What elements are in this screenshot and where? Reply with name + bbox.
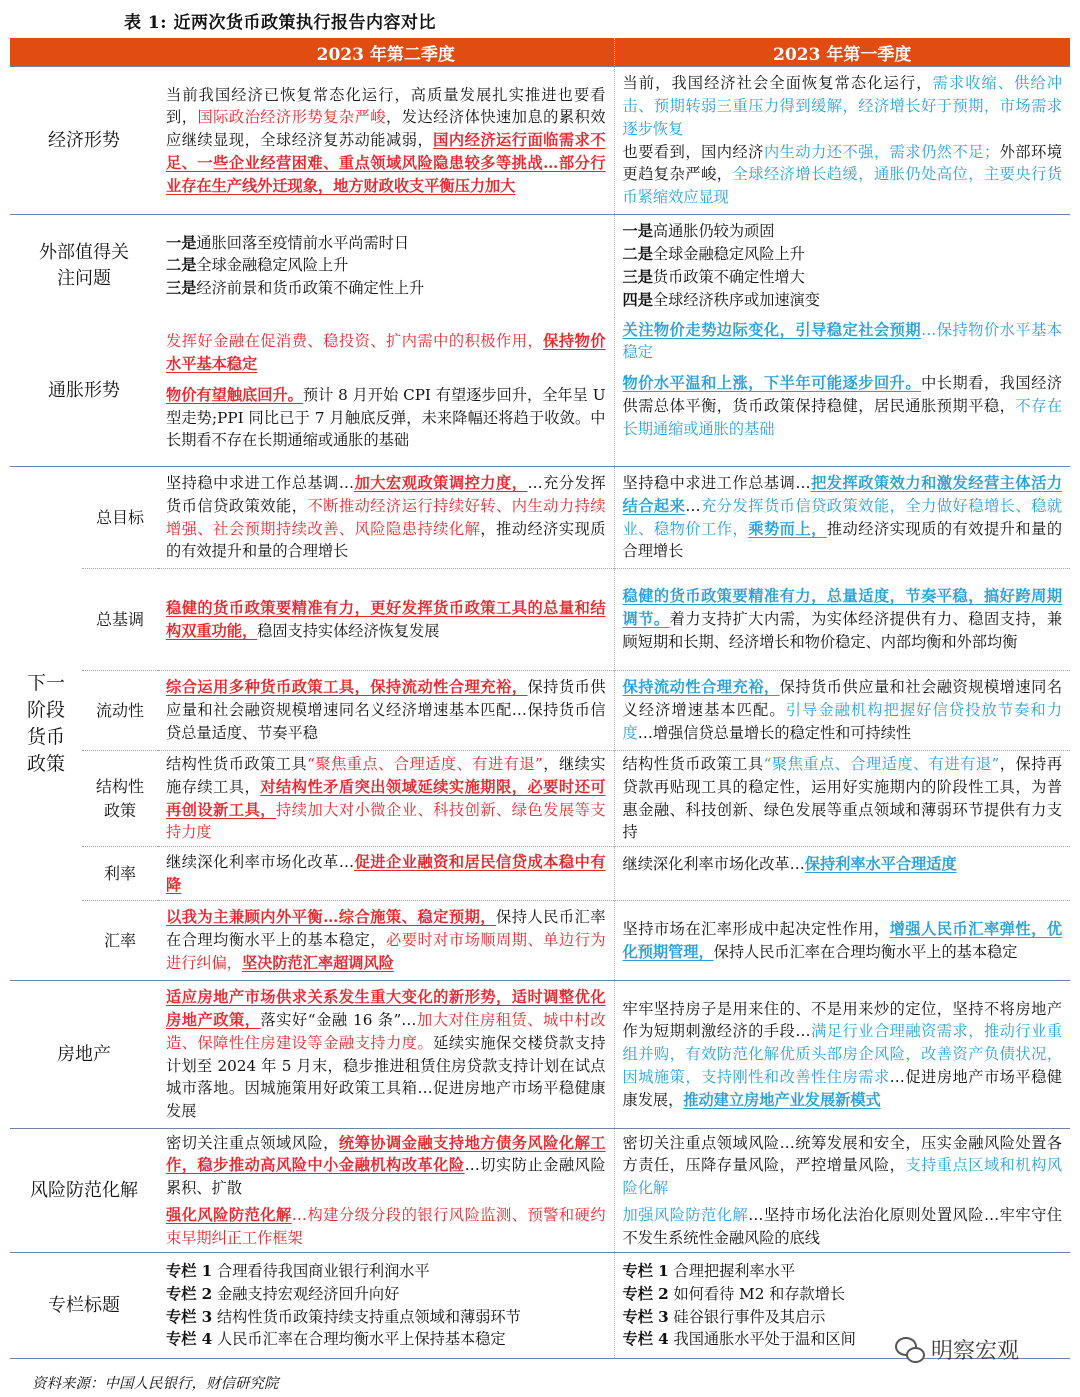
text-segment: 继续深化利率市场化改革…	[166, 852, 355, 871]
list-item-text: 通胀回落至疫情前水平尚需时日	[196, 233, 409, 252]
list-item	[623, 243, 1063, 266]
list-item-text: 金融支持宏观经济回升向好	[212, 1284, 400, 1303]
text-segment: 乘势而上，	[748, 519, 827, 538]
list-item	[166, 1306, 606, 1329]
comparison-table	[10, 38, 1070, 1359]
text-segment: 落实好“金融 16 条”…	[260, 1011, 417, 1030]
list-item	[166, 1328, 606, 1351]
row-policy-liquidity	[10, 671, 1070, 751]
q2-liquidity	[158, 671, 614, 751]
text-segment: 加强风险防范化解	[622, 1206, 749, 1225]
text-segment: 保持货币供应量和社会融资规模增速同名义经济增速基本匹配。	[622, 678, 1063, 720]
list-item	[166, 277, 606, 300]
label-external	[10, 215, 158, 317]
list-item-text: 全球金融稳定风险上升	[652, 244, 805, 263]
q2-inflation	[158, 317, 614, 467]
q1-inflation-p1	[623, 319, 1063, 365]
source-note: 资料来源：中国人民银行，财信研究院	[32, 1376, 279, 1392]
text-segment: …促进房地产市场平稳健康发展，	[622, 1068, 1063, 1109]
list-item-key: 三是	[622, 267, 653, 286]
label-economy: 经济形势	[10, 67, 158, 215]
list-item	[166, 1260, 606, 1283]
text-segment: …保持物价水平基本稳定	[622, 320, 1063, 362]
table-title: 表 1: 近两次货币政策执行报告内容对比	[124, 13, 436, 33]
text-segment: 推动建立房地产业发展新模式	[683, 1090, 881, 1109]
text-segment: 不存在长期通缩或通胀的基础	[622, 396, 1063, 438]
header-q1: 2023 年第一季度	[614, 38, 1070, 67]
q1-risk-p1	[623, 1132, 1063, 1200]
text-segment: …构建分级分段的银行风险监测、预警和硬约束早期纠正工作框架	[166, 1206, 606, 1247]
q2-inflation-p1	[166, 330, 606, 376]
label-inflation: 通胀形势	[48, 380, 120, 402]
text-segment: 保持货币供应量和社会融资规模增速同名义经济增速基本匹配…保持货币信贷总量适度、节奏平稳	[166, 678, 606, 742]
text-segment: 综合运用多种货币政策工具，保持流动性合理充裕，	[166, 678, 528, 697]
text-segment: 延续实施保交楼贷款支持计划至 2024 年 5 月末，稳步推进租赁住房贷款支持计划在试点城市落地。因城施策用好政策工具箱…促进房地产市场平稳健康发展	[166, 1033, 606, 1121]
text-segment: 加大宏观政策调控力度，	[354, 473, 528, 492]
list-item-key: 四是	[622, 290, 653, 309]
label-policy-group-text: 下一阶段货币政策	[26, 671, 65, 775]
text-segment: 促进企业融资和居民信贷成本稳中有降	[166, 852, 606, 894]
text-segment: ，发达经济体快速加息的累积效应继续显现，全球经济复苏动能减弱，	[166, 108, 606, 150]
text-segment: 引导金融机构把握好信贷投放节奏和力度	[622, 701, 1063, 742]
list-item-key: 二是	[166, 256, 197, 275]
q1-liquidity	[614, 671, 1070, 751]
text-segment: 坚持市场在汇率形成中起决定性作用，	[622, 919, 890, 938]
row-external	[10, 215, 1070, 317]
list-item-text: 结构性货币政策持续支持重点领域和薄弱环节	[212, 1307, 521, 1326]
list-item-key: 一是	[622, 222, 653, 241]
text-segment: 满足行业合理融资需求，推动行业重组并购，有效防范化解优质头部房企风险，改善资产负债状况，因城施策，支持刚性和改善性住房需求	[622, 1022, 1063, 1087]
q1-tone	[614, 569, 1070, 671]
q1-inflation-p2	[623, 372, 1063, 440]
label-liquidity: 流动性	[82, 671, 158, 751]
text-segment: 物价有望触底回升。	[166, 385, 303, 404]
q2-rate	[158, 847, 614, 901]
row-inflation	[10, 317, 1070, 467]
text-segment: 稳固支持实体经济恢复发展	[257, 621, 440, 640]
text-segment: 结构性货币政策工具	[622, 755, 764, 773]
list-item-text: 如何看待 M2 和存款增长	[668, 1284, 846, 1303]
list-item-text: 合理把握利率水平	[668, 1262, 796, 1281]
q1-external	[614, 215, 1070, 317]
text-segment: ，保持再贷款再贴现工具的稳定性，运用好实施期内的阶段性工具，为普惠金融、科技创新、绿色发展等重点领域和薄弱环节提供有力支持	[622, 755, 1063, 842]
list-item-text: 硅谷银行事件及其启示	[668, 1307, 826, 1326]
q2-inflation-p2	[166, 384, 606, 452]
text-segment: 持续加大对小微企业、科技创新、绿色发展等支持力度	[166, 800, 606, 842]
list-item	[623, 1260, 1063, 1283]
row-policy-overall	[10, 467, 1070, 569]
text-segment: 牢牢坚持房子是用来住的、不是用来炒的定位，坚持不将房地产作为短期刺激经济的手段…	[622, 999, 1062, 1041]
text-segment: …充分发挥货币信贷政策效能，	[166, 473, 606, 515]
text-segment: 物价水平温和上涨，下半年可能逐步回升。	[622, 374, 922, 393]
q2-realestate	[158, 981, 614, 1129]
text-segment: 需求收缩、供给冲击、预期转弱三重压力得到缓解，经济增长好于预期，市场需求逐步恢复	[622, 74, 1063, 138]
list-item-text: 我国通胀水平处于温和区间	[668, 1330, 856, 1349]
text-segment: 外部环境更趋复杂严峻，	[622, 142, 1063, 184]
text-segment: 稳健的货币政策要精准有力，总量适度，节奏平稳，搞好跨周期调节。	[622, 587, 1062, 629]
q2-risk-p1	[166, 1132, 606, 1200]
list-item-key: 专栏 4	[622, 1330, 669, 1349]
list-item-text: 人民币汇率在合理均衡水平上保持基本稳定	[212, 1330, 506, 1349]
text-segment: …	[685, 496, 701, 515]
header-row	[10, 38, 1070, 67]
list-item-key: 专栏 3	[622, 1307, 669, 1326]
list-item	[166, 232, 606, 255]
q2-risk	[158, 1129, 614, 1253]
text-segment: …坚持市场化法治化原则处置风险…牢牢守住不发生系统性金融风险的底线	[622, 1206, 1063, 1247]
q1-risk-p2	[623, 1204, 1063, 1250]
list-item-text: 全球经济秩序或加速演变	[652, 290, 820, 309]
list-item	[166, 254, 606, 277]
row-policy-rate	[10, 847, 1070, 901]
label-tone: 总基调	[82, 569, 158, 671]
text-segment: 关注物价走势边际变化，引导稳定社会预期	[622, 320, 922, 339]
label-policy-group	[10, 467, 82, 981]
label-columns: 专栏标题	[10, 1253, 158, 1359]
text-segment: 中长期看，我国经济供需总体平衡，货币政策保持稳健，居民通胀预期平稳，	[622, 374, 1063, 415]
header-q2: 2023 年第二季度	[158, 38, 614, 67]
text-segment: 增强人民币汇率弹性，优化预期管理，	[622, 919, 1063, 961]
q2-risk-p2	[166, 1204, 606, 1250]
text-segment: …切实防止金融风险累积、扩散	[166, 1156, 606, 1198]
text-segment: 密切关注重点领域风险…统筹发展和安全，压实金融风险处置各方责任，压降存量风险，严控增量风险，	[622, 1133, 1062, 1175]
text-segment: 坚持稳中求进工作总基调…	[166, 473, 355, 492]
label-structural-text: 结构性政策	[96, 776, 145, 820]
q2-external	[158, 215, 614, 317]
text-segment: 当前我国经济已恢复常态化运行，高质量发展扎实推进也要看到，	[166, 85, 606, 127]
text-segment: 以我为主兼顾内外平衡…综合施策、稳定预期，	[166, 908, 497, 927]
text-segment: 发挥好金融在促消费、稳投资、扩内需中的积极作用，	[166, 332, 544, 351]
wechat-icon	[895, 1337, 925, 1363]
text-segment: 着力支持扩大内需，为实体经济提供有力、稳固支持，兼顾短期和长期、经济增长和物价稳定、内部均衡和外部均衡	[622, 610, 1063, 651]
label-overall: 总目标	[82, 467, 158, 569]
q2-columns	[158, 1253, 614, 1359]
text-segment: 充分发挥货币信贷政策效能，全力做好稳增长、稳就业、稳物价工作，	[622, 496, 1063, 538]
row-policy-tone	[10, 569, 1070, 671]
label-external-text: 外部值得关注问题	[39, 241, 129, 289]
text-segment: 对结构性矛盾突出领域延续实施期限，必要时还可再创设新工具，	[166, 777, 606, 819]
list-item-key: 专栏 2	[166, 1284, 213, 1303]
list-item	[623, 220, 1063, 243]
row-policy-structural	[10, 751, 1070, 847]
text-segment: 必要时对市场顺周期、单边行为进行纠偏，	[166, 931, 606, 973]
text-segment: ，继续实施存续工具，	[166, 755, 606, 796]
label-rate: 利率	[82, 847, 158, 901]
text-segment: 坚持稳中求进工作总基调…	[622, 473, 811, 492]
list-item-text: 合理看待我国商业银行利润水平	[212, 1262, 430, 1281]
label-risk: 风险防范化解	[10, 1129, 158, 1253]
q1-fx	[614, 901, 1070, 981]
text-segment: 保持利率水平合理适度	[804, 855, 957, 874]
list-item-key: 二是	[622, 244, 653, 263]
q1-economy	[614, 67, 1070, 215]
list-item-key: 一是	[166, 233, 197, 252]
text-segment: 当前，我国经济社会全面恢复常态化运行，	[622, 74, 933, 93]
label-realestate: 房地产	[10, 981, 158, 1129]
list-item-key: 专栏 3	[166, 1307, 213, 1326]
q1-realestate	[614, 981, 1070, 1129]
text-segment: 国际政治经济形势复杂严峻	[197, 108, 387, 127]
list-item	[623, 1283, 1063, 1306]
watermark	[895, 1334, 1019, 1365]
text-segment: 把发挥政策效力和激发经营主体活力结合起来	[622, 473, 1063, 515]
text-segment: 密切关注重点领域风险，	[166, 1133, 339, 1152]
text-segment: 国内经济运行面临需求不足、一些企业经营困难、重点领域风险隐患较多等挑战…部分行业存在生产线外迁现象，地方财政收支平衡压力加大	[166, 131, 606, 195]
text-segment: 推动经济实现质的有效提升和量的合理增长	[622, 519, 1063, 561]
text-segment: 内生动力还不强，需求仍然不足；	[763, 142, 1000, 161]
text-segment: …增强信贷总量增长的稳定性和可持续性	[637, 723, 912, 742]
watermark-text: 明察宏观	[931, 1339, 1020, 1364]
q2-tone	[158, 569, 614, 671]
q2-overall	[158, 467, 614, 569]
text-segment: 预计 8 月开始 CPI 有望逐步回升，全年呈 U 型走势;PPI 同比已于 7 月触底反弹，未来降幅还将趋于收敛。中长期看不存在长期通缩或通胀的基础	[166, 385, 606, 450]
row-risk	[10, 1129, 1070, 1253]
list-item	[623, 266, 1063, 289]
list-item-key: 专栏 1	[622, 1262, 669, 1281]
text-segment: 保持人民币汇率在合理均衡水平上的基本稳定	[713, 942, 1018, 961]
text-segment: 适应房地产市场供求关系发生重大变化的新形势，适时调整优化房地产政策，	[166, 988, 606, 1030]
list-item	[623, 1306, 1063, 1329]
row-economy	[10, 67, 1070, 215]
text-segment: 坚决防范汇率超调风险	[241, 954, 394, 973]
label-structural	[82, 751, 158, 847]
list-item-key: 三是	[166, 279, 197, 298]
q1-structural	[614, 751, 1070, 847]
text-segment: 保持物价水平基本稳定	[166, 332, 606, 374]
q2-fx	[158, 901, 614, 981]
list-item-text: 高通胀仍较为顽固	[652, 222, 775, 241]
list-item	[623, 289, 1063, 312]
text-segment: 加大对住房租赁、城中村改造、保障性住房建设等金融支持力度。	[166, 1011, 606, 1052]
text-segment: 支持重点区域和机构风险化解	[622, 1156, 1063, 1198]
list-item-key: 专栏 1	[166, 1262, 213, 1281]
text-segment: 保持人民币汇率在合理均衡水平上的基本稳定，	[166, 908, 606, 950]
row-realestate	[10, 981, 1070, 1129]
q1-inflation	[614, 317, 1070, 467]
label-fx: 汇率	[82, 901, 158, 981]
q1-overall	[614, 467, 1070, 569]
row-policy-fx	[10, 901, 1070, 981]
text-segment: 结构性货币政策工具	[166, 755, 308, 773]
list-item-text: 经济前景和货币政策不确定性上升	[196, 279, 425, 298]
text-segment: 强化风险防范化解	[166, 1206, 292, 1225]
list-item-key: 专栏 2	[622, 1284, 669, 1303]
text-segment: “聚焦重点、合理适度、有进有退”	[763, 755, 1000, 773]
text-segment: 保持流动性合理充裕，	[622, 678, 780, 697]
list-item	[166, 1283, 606, 1306]
text-segment: 统筹协调金融支持地方债务风险化解工作，稳步推动高风险中小金融机构改革化险	[166, 1133, 606, 1175]
list-item-text: 货币政策不确定性增大	[652, 267, 805, 286]
q2-economy	[158, 67, 614, 215]
text-segment: 不断推动经济运行持续好转、内生动力持续增强、社会预期持续改善、风险隐患持续化解	[166, 496, 606, 538]
text-segment: 也要看到，国内经济	[622, 142, 764, 161]
text-segment: 稳健的货币政策要精准有力，更好发挥货币政策工具的总量和结构双重功能，	[166, 598, 606, 640]
q1-rate	[614, 847, 1070, 901]
text-segment: 全球经济增长趋缓，通胀仍处高位，主要央行货币紧缩效应显现	[622, 165, 1063, 207]
q1-risk	[614, 1129, 1070, 1253]
text-segment: 继续深化利率市场化改革…	[622, 855, 805, 874]
q2-structural	[158, 751, 614, 847]
text-segment: ，推动经济实现质的有效提升和量的合理增长	[166, 519, 606, 561]
list-item-text: 全球金融稳定风险上升	[196, 256, 349, 275]
list-item-key: 专栏 4	[166, 1330, 213, 1349]
text-segment: “聚焦重点、合理适度、有进有退”	[307, 755, 543, 773]
